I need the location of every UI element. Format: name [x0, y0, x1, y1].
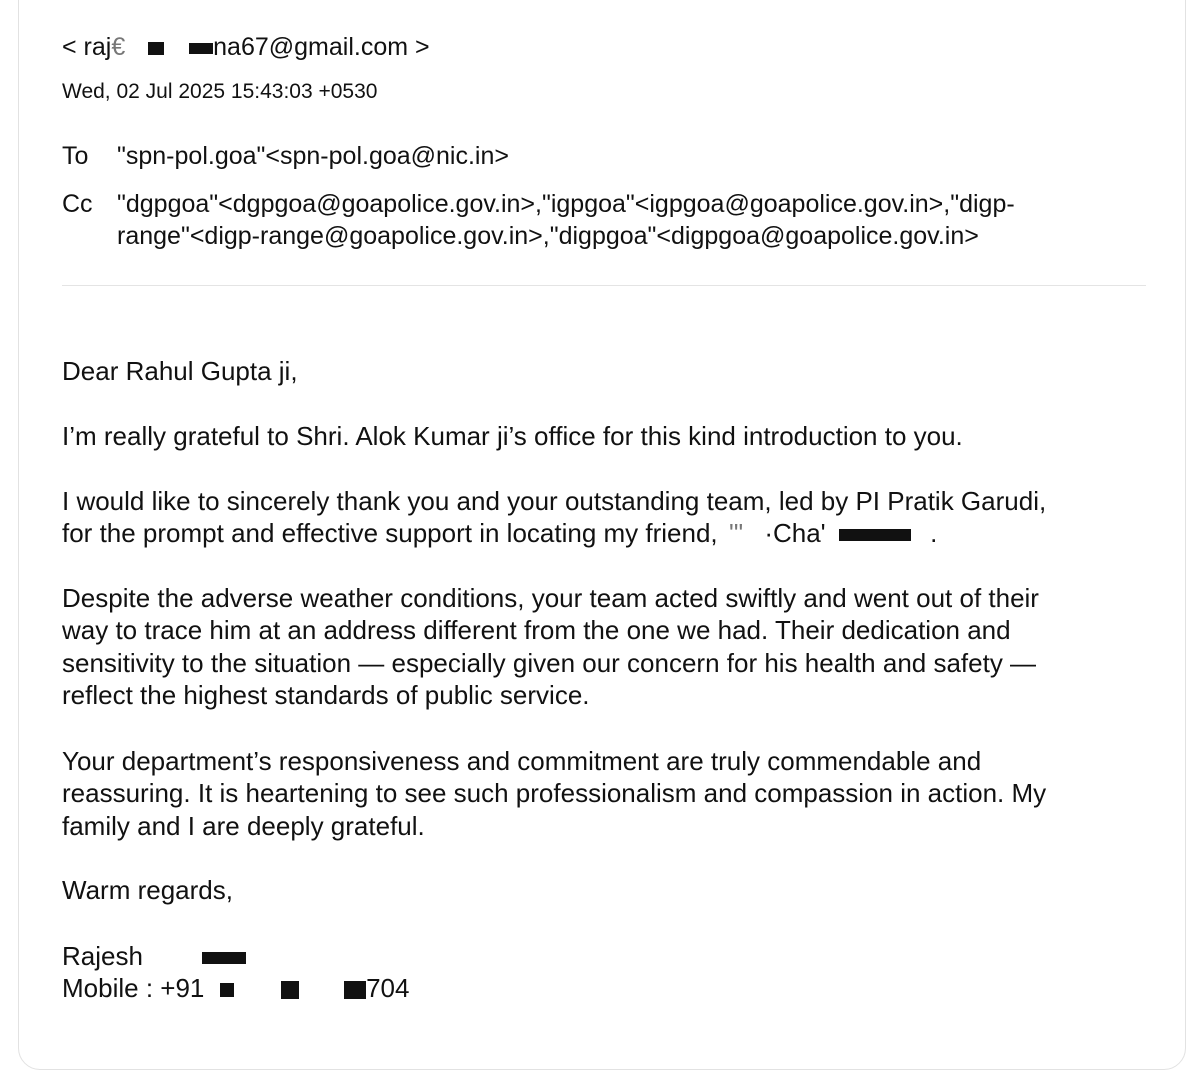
- paragraph-3-line-4: reflect the highest standards of public service.: [62, 680, 590, 710]
- to-recipient: "spn-pol.goa"<spn-pol.goa@nic.in>: [117, 142, 509, 170]
- paragraph-3-line-1: Despite the adverse weather conditions, your team acted swiftly and went out of their: [62, 583, 1039, 613]
- redaction-block: [220, 983, 234, 997]
- redaction-block: [202, 952, 246, 964]
- cc-label: Cc: [62, 190, 93, 218]
- sent-date: Wed, 02 Jul 2025 15:43:03 +0530: [62, 80, 378, 103]
- sender-address: < raj€ na67@gmail.com >: [62, 33, 430, 61]
- closing: Warm regards,: [62, 875, 233, 905]
- paragraph-3-line-2: way to trace him at an address different from the one we had. Their dedication and: [62, 615, 1011, 645]
- signature-mobile: Mobile : +91 704: [62, 973, 410, 1003]
- signature-name: Rajesh: [62, 940, 246, 973]
- paragraph-2-line-2: for the prompt and effective support in locating my friend, '" ·Cha' .: [62, 518, 938, 548]
- paragraph-1: I’m really grateful to Shri. Alok Kumar ji’s office for this kind introduction to you.: [62, 421, 963, 451]
- paragraph-4-line-2: reassuring. It is heartening to see such professionalism and compassion in action. My: [62, 778, 1047, 808]
- header-divider: [62, 285, 1146, 286]
- to-label: To: [62, 142, 89, 170]
- paragraph-2-line-1: I would like to sincerely thank you and your outstanding team, led by PI Pratik Garudi,: [62, 486, 1047, 516]
- greeting: Dear Rahul Gupta ji,: [62, 356, 298, 386]
- redaction-block: [148, 42, 164, 55]
- redaction-block: [189, 43, 213, 54]
- redaction-block: [281, 981, 299, 999]
- cc-recipients-line-1: "dgpgoa"<dgpgoa@goapolice.gov.in>,"igpgoa"<igpgoa@goapolice.gov.in>,"digp-: [117, 190, 1015, 218]
- paragraph-4-line-1: Your department’s responsiveness and commitment are truly commendable and: [62, 746, 982, 776]
- paragraph-3-line-3: sensitivity to the situation — especially given our concern for his health and safety —: [62, 648, 1037, 678]
- cc-recipients-line-2: range"<digp-range@goapolice.gov.in>,"digpgoa"<digpgoa@goapolice.gov.in>: [117, 222, 979, 250]
- redaction-block: [839, 529, 911, 541]
- redaction-block: [344, 981, 366, 999]
- paragraph-4-line-3: family and I are deeply grateful.: [62, 811, 425, 841]
